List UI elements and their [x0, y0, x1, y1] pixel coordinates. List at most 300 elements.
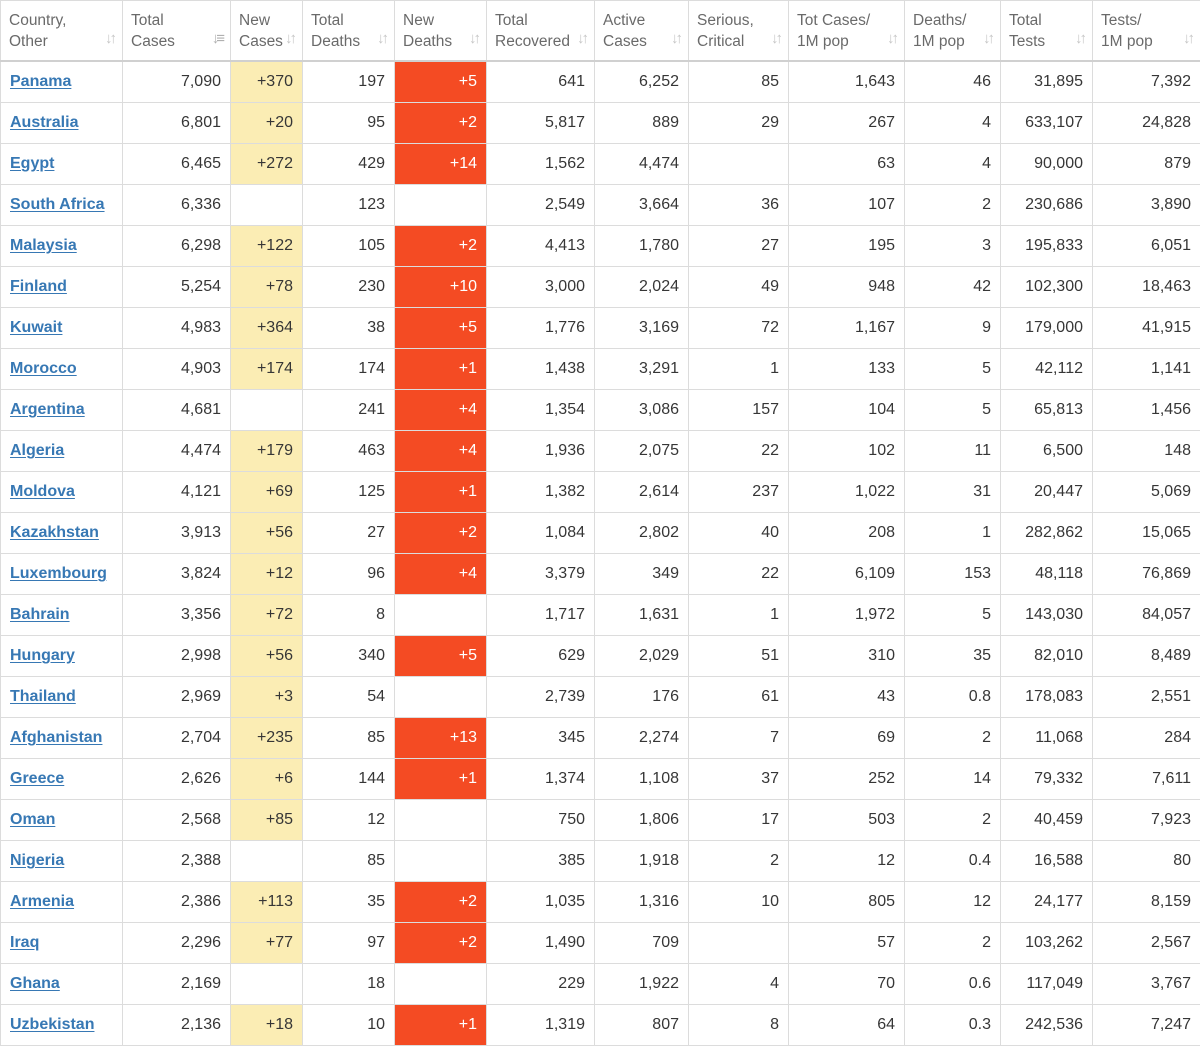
total-recovered-cell: 629: [487, 636, 595, 677]
new-cases-cell: [231, 185, 303, 226]
sort-arrows-icon[interactable]: ↓↑: [105, 28, 114, 49]
tot-cases-per-1m-cell: 208: [789, 513, 905, 554]
table-row: [1, 513, 1200, 554]
total-cases-cell: 3,356: [123, 595, 231, 636]
new-deaths-cell: [395, 841, 487, 882]
sort-arrows-icon[interactable]: ↓↑: [671, 28, 680, 49]
table-row: [1, 144, 1200, 185]
total-deaths-cell: 35: [303, 882, 395, 923]
active-cases-cell: 889: [595, 103, 689, 144]
country-link[interactable]: Australia: [10, 114, 78, 131]
country-link[interactable]: Bahrain: [10, 606, 70, 623]
total-tests-cell: 143,030: [1001, 595, 1093, 636]
new-cases-cell: +370: [231, 61, 303, 103]
deaths-per-1m-cell: 0.3: [905, 1005, 1001, 1046]
active-cases-cell: 3,291: [595, 349, 689, 390]
new-cases-cell: +6: [231, 759, 303, 800]
new-cases-cell: +20: [231, 103, 303, 144]
country-link[interactable]: Panama: [10, 73, 71, 90]
country-link[interactable]: Nigeria: [10, 852, 64, 869]
column-header-label: Tests: [1009, 31, 1062, 52]
new-deaths-cell: +5: [395, 308, 487, 349]
total-deaths-cell: 12: [303, 800, 395, 841]
new-cases-cell: +179: [231, 431, 303, 472]
serious-critical-cell: 29: [689, 103, 789, 144]
total-tests-cell: 282,862: [1001, 513, 1093, 554]
tests-per-1m-cell: 3,890: [1093, 185, 1200, 226]
sort-arrows-icon[interactable]: ↓↑: [1183, 28, 1192, 49]
total-deaths-cell: 123: [303, 185, 395, 226]
tests-per-1m-cell: 148: [1093, 431, 1200, 472]
active-cases-cell: 807: [595, 1005, 689, 1046]
sort-arrows-icon[interactable]: ↓↑: [983, 28, 992, 49]
column-header-label: Other: [9, 31, 92, 52]
country-cell: [1, 226, 123, 267]
active-cases-cell: 176: [595, 677, 689, 718]
table-body: [1, 61, 1200, 1046]
total-recovered-cell: 2,739: [487, 677, 595, 718]
serious-critical-cell: 61: [689, 677, 789, 718]
column-header-new-cases[interactable]: [231, 1, 303, 62]
table-row: [1, 964, 1200, 1005]
serious-critical-cell: 51: [689, 636, 789, 677]
tests-per-1m-cell: 7,392: [1093, 61, 1200, 103]
country-link[interactable]: Moldova: [10, 483, 75, 500]
deaths-per-1m-cell: 9: [905, 308, 1001, 349]
active-cases-cell: 2,029: [595, 636, 689, 677]
tot-cases-per-1m-cell: 195: [789, 226, 905, 267]
total-recovered-cell: 229: [487, 964, 595, 1005]
total-recovered-cell: 2,549: [487, 185, 595, 226]
tot-cases-per-1m-cell: 69: [789, 718, 905, 759]
total-deaths-cell: 85: [303, 718, 395, 759]
column-header-new-deaths[interactable]: [395, 1, 487, 62]
active-cases-cell: 2,274: [595, 718, 689, 759]
total-cases-cell: 3,913: [123, 513, 231, 554]
total-cases-cell: 6,801: [123, 103, 231, 144]
active-cases-cell: 1,316: [595, 882, 689, 923]
total-tests-cell: 65,813: [1001, 390, 1093, 431]
tests-per-1m-cell: 2,567: [1093, 923, 1200, 964]
deaths-per-1m-cell: 4: [905, 144, 1001, 185]
country-cell: [1, 841, 123, 882]
active-cases-cell: 1,918: [595, 841, 689, 882]
country-cell: [1, 308, 123, 349]
active-cases-cell: 1,806: [595, 800, 689, 841]
column-header-total-tests[interactable]: [1001, 1, 1093, 62]
column-header-total-recovered[interactable]: [487, 1, 595, 62]
tests-per-1m-cell: 3,767: [1093, 964, 1200, 1005]
column-header-label: Deaths: [403, 31, 456, 52]
table-header: [1, 1, 1200, 62]
tests-per-1m-cell: 84,057: [1093, 595, 1200, 636]
total-recovered-cell: 1,035: [487, 882, 595, 923]
column-header-label: New: [239, 10, 272, 31]
tests-per-1m-cell: 18,463: [1093, 267, 1200, 308]
total-cases-cell: 4,983: [123, 308, 231, 349]
new-deaths-cell: +2: [395, 923, 487, 964]
serious-critical-cell: 36: [689, 185, 789, 226]
total-tests-cell: 11,068: [1001, 718, 1093, 759]
active-cases-cell: 1,108: [595, 759, 689, 800]
tot-cases-per-1m-cell: 133: [789, 349, 905, 390]
serious-critical-cell: 85: [689, 61, 789, 103]
table-row: [1, 226, 1200, 267]
column-header-total-cases[interactable]: [123, 1, 231, 62]
total-tests-cell: 16,588: [1001, 841, 1093, 882]
country-cell: [1, 718, 123, 759]
tot-cases-per-1m-cell: 1,022: [789, 472, 905, 513]
tests-per-1m-cell: 5,069: [1093, 472, 1200, 513]
new-deaths-cell: +2: [395, 882, 487, 923]
active-cases-cell: 1,631: [595, 595, 689, 636]
total-deaths-cell: 174: [303, 349, 395, 390]
country-cell: [1, 431, 123, 472]
country-link[interactable]: Greece: [10, 770, 64, 787]
column-header-label: Country,: [9, 10, 92, 31]
country-link[interactable]: Kuwait: [10, 319, 62, 336]
new-cases-cell: +364: [231, 308, 303, 349]
column-header-label: Serious,: [697, 10, 758, 31]
active-cases-cell: 3,664: [595, 185, 689, 226]
country-link[interactable]: Algeria: [10, 442, 64, 459]
tot-cases-per-1m-cell: 948: [789, 267, 905, 308]
total-recovered-cell: 1,084: [487, 513, 595, 554]
country-cell: [1, 1005, 123, 1046]
new-deaths-cell: [395, 595, 487, 636]
tot-cases-per-1m-cell: 107: [789, 185, 905, 226]
tot-cases-per-1m-cell: 252: [789, 759, 905, 800]
country-cell: [1, 267, 123, 308]
new-deaths-cell: +4: [395, 431, 487, 472]
new-deaths-cell: +2: [395, 103, 487, 144]
deaths-per-1m-cell: 14: [905, 759, 1001, 800]
total-cases-cell: 4,121: [123, 472, 231, 513]
column-header-serious-critical[interactable]: [689, 1, 789, 62]
active-cases-cell: 709: [595, 923, 689, 964]
total-deaths-cell: 27: [303, 513, 395, 554]
sort-descending-icon[interactable]: ↓≡: [212, 28, 222, 49]
tests-per-1m-cell: 8,159: [1093, 882, 1200, 923]
column-header-deaths-per-1m[interactable]: [905, 1, 1001, 62]
tests-per-1m-cell: 284: [1093, 718, 1200, 759]
total-cases-cell: 2,626: [123, 759, 231, 800]
total-cases-cell: 2,386: [123, 882, 231, 923]
country-link[interactable]: Afghanistan: [10, 729, 102, 746]
total-tests-cell: 24,177: [1001, 882, 1093, 923]
total-deaths-cell: 105: [303, 226, 395, 267]
tot-cases-per-1m-cell: 63: [789, 144, 905, 185]
column-header-label: 1M pop: [797, 31, 874, 52]
deaths-per-1m-cell: 0.4: [905, 841, 1001, 882]
total-deaths-cell: 97: [303, 923, 395, 964]
new-deaths-cell: +2: [395, 226, 487, 267]
sort-arrows-icon[interactable]: ↓↑: [1075, 28, 1084, 49]
table-row: [1, 923, 1200, 964]
table-row: [1, 759, 1200, 800]
country-cell: [1, 636, 123, 677]
total-tests-cell: 242,536: [1001, 1005, 1093, 1046]
total-deaths-cell: 463: [303, 431, 395, 472]
serious-critical-cell: 22: [689, 554, 789, 595]
total-recovered-cell: 750: [487, 800, 595, 841]
column-header-label: Tests/: [1101, 10, 1170, 31]
total-tests-cell: 31,895: [1001, 61, 1093, 103]
new-cases-cell: +69: [231, 472, 303, 513]
serious-critical-cell: 7: [689, 718, 789, 759]
country-link[interactable]: Oman: [10, 811, 55, 828]
active-cases-cell: 3,086: [595, 390, 689, 431]
tot-cases-per-1m-cell: 43: [789, 677, 905, 718]
active-cases-cell: 1,922: [595, 964, 689, 1005]
serious-critical-cell: 4: [689, 964, 789, 1005]
sort-arrows-icon[interactable]: ↓↑: [285, 28, 294, 49]
total-cases-cell: 6,336: [123, 185, 231, 226]
new-cases-cell: [231, 841, 303, 882]
country-link[interactable]: South Africa: [10, 196, 105, 213]
column-header-label: New: [403, 10, 456, 31]
total-recovered-cell: 4,413: [487, 226, 595, 267]
active-cases-cell: 4,474: [595, 144, 689, 185]
country-link[interactable]: Armenia: [10, 893, 74, 910]
total-recovered-cell: 1,382: [487, 472, 595, 513]
total-recovered-cell: 1,438: [487, 349, 595, 390]
table-row: [1, 431, 1200, 472]
serious-critical-cell: 72: [689, 308, 789, 349]
total-cases-cell: 4,474: [123, 431, 231, 472]
deaths-per-1m-cell: 0.6: [905, 964, 1001, 1005]
total-tests-cell: 103,262: [1001, 923, 1093, 964]
serious-critical-cell: 157: [689, 390, 789, 431]
total-recovered-cell: 1,936: [487, 431, 595, 472]
table-row: [1, 472, 1200, 513]
sort-arrows-icon[interactable]: ↓↑: [469, 28, 478, 49]
total-recovered-cell: 1,490: [487, 923, 595, 964]
total-deaths-cell: 95: [303, 103, 395, 144]
new-deaths-cell: +4: [395, 554, 487, 595]
tests-per-1m-cell: 1,141: [1093, 349, 1200, 390]
tests-per-1m-cell: 8,489: [1093, 636, 1200, 677]
active-cases-cell: 2,024: [595, 267, 689, 308]
column-header-label: 1M pop: [1101, 31, 1170, 52]
total-recovered-cell: 3,379: [487, 554, 595, 595]
deaths-per-1m-cell: 5: [905, 595, 1001, 636]
total-tests-cell: 20,447: [1001, 472, 1093, 513]
active-cases-cell: 2,802: [595, 513, 689, 554]
table-row: [1, 390, 1200, 431]
country-cell: [1, 185, 123, 226]
table-row: [1, 103, 1200, 144]
new-deaths-cell: [395, 964, 487, 1005]
total-cases-cell: 5,254: [123, 267, 231, 308]
table-row: [1, 677, 1200, 718]
new-cases-cell: +174: [231, 349, 303, 390]
total-recovered-cell: 1,319: [487, 1005, 595, 1046]
table-row: [1, 800, 1200, 841]
sort-arrows-icon[interactable]: ↓↑: [771, 28, 780, 49]
tests-per-1m-cell: 1,456: [1093, 390, 1200, 431]
table-row: [1, 595, 1200, 636]
country-link[interactable]: Finland: [10, 278, 67, 295]
serious-critical-cell: 37: [689, 759, 789, 800]
country-link[interactable]: Luxembourg: [10, 565, 107, 582]
new-cases-cell: [231, 390, 303, 431]
tot-cases-per-1m-cell: 64: [789, 1005, 905, 1046]
new-cases-cell: +56: [231, 636, 303, 677]
new-deaths-cell: +5: [395, 636, 487, 677]
new-cases-cell: +56: [231, 513, 303, 554]
active-cases-cell: 6,252: [595, 61, 689, 103]
new-cases-cell: +18: [231, 1005, 303, 1046]
new-cases-cell: +3: [231, 677, 303, 718]
new-cases-cell: [231, 964, 303, 1005]
tests-per-1m-cell: 6,051: [1093, 226, 1200, 267]
total-tests-cell: 178,083: [1001, 677, 1093, 718]
total-tests-cell: 90,000: [1001, 144, 1093, 185]
total-cases-cell: 2,388: [123, 841, 231, 882]
country-cell: [1, 144, 123, 185]
new-deaths-cell: +13: [395, 718, 487, 759]
new-deaths-cell: +10: [395, 267, 487, 308]
new-deaths-cell: +1: [395, 349, 487, 390]
new-deaths-cell: [395, 677, 487, 718]
deaths-per-1m-cell: 4: [905, 103, 1001, 144]
total-tests-cell: 102,300: [1001, 267, 1093, 308]
total-cases-cell: 2,969: [123, 677, 231, 718]
country-link[interactable]: Malaysia: [10, 237, 77, 254]
total-recovered-cell: 385: [487, 841, 595, 882]
deaths-per-1m-cell: 153: [905, 554, 1001, 595]
column-header-label: Tot Cases/: [797, 10, 874, 31]
tests-per-1m-cell: 80: [1093, 841, 1200, 882]
serious-critical-cell: 1: [689, 349, 789, 390]
country-link[interactable]: Uzbekistan: [10, 1016, 94, 1033]
active-cases-cell: 349: [595, 554, 689, 595]
table-row: [1, 267, 1200, 308]
column-header-label: Cases: [131, 31, 200, 52]
country-link[interactable]: Egypt: [10, 155, 54, 172]
total-tests-cell: 82,010: [1001, 636, 1093, 677]
sort-arrows-icon[interactable]: ↓↑: [577, 28, 586, 49]
total-deaths-cell: 18: [303, 964, 395, 1005]
total-tests-cell: 40,459: [1001, 800, 1093, 841]
column-header-label: Deaths: [311, 31, 364, 52]
total-cases-cell: 3,824: [123, 554, 231, 595]
column-header-label: Critical: [697, 31, 758, 52]
column-header-label: Recovered: [495, 31, 564, 52]
table-row: [1, 636, 1200, 677]
column-header-country[interactable]: [1, 1, 123, 62]
tot-cases-per-1m-cell: 1,167: [789, 308, 905, 349]
total-cases-cell: 6,465: [123, 144, 231, 185]
total-deaths-cell: 10: [303, 1005, 395, 1046]
tot-cases-per-1m-cell: 102: [789, 431, 905, 472]
column-header-active-cases[interactable]: [595, 1, 689, 62]
new-deaths-cell: +14: [395, 144, 487, 185]
country-link[interactable]: Kazakhstan: [10, 524, 99, 541]
tests-per-1m-cell: 7,247: [1093, 1005, 1200, 1046]
tests-per-1m-cell: 15,065: [1093, 513, 1200, 554]
new-cases-cell: +78: [231, 267, 303, 308]
total-deaths-cell: 230: [303, 267, 395, 308]
sort-arrows-icon[interactable]: ↓↑: [887, 28, 896, 49]
total-cases-cell: 2,704: [123, 718, 231, 759]
total-deaths-cell: 96: [303, 554, 395, 595]
total-deaths-cell: 54: [303, 677, 395, 718]
column-header-tests-per-1m[interactable]: [1093, 1, 1200, 62]
country-link[interactable]: Ghana: [10, 975, 60, 992]
country-cell: [1, 677, 123, 718]
total-tests-cell: 633,107: [1001, 103, 1093, 144]
total-deaths-cell: 85: [303, 841, 395, 882]
tests-per-1m-cell: 879: [1093, 144, 1200, 185]
total-cases-cell: 7,090: [123, 61, 231, 103]
sort-arrows-icon[interactable]: ↓↑: [377, 28, 386, 49]
total-tests-cell: 179,000: [1001, 308, 1093, 349]
total-cases-cell: 2,136: [123, 1005, 231, 1046]
column-header-label: 1M pop: [913, 31, 970, 52]
country-cell: [1, 472, 123, 513]
total-recovered-cell: 1,776: [487, 308, 595, 349]
total-recovered-cell: 641: [487, 61, 595, 103]
new-deaths-cell: [395, 185, 487, 226]
total-recovered-cell: 1,717: [487, 595, 595, 636]
country-link[interactable]: Hungary: [10, 647, 75, 664]
deaths-per-1m-cell: 3: [905, 226, 1001, 267]
total-cases-cell: 4,903: [123, 349, 231, 390]
tests-per-1m-cell: 7,923: [1093, 800, 1200, 841]
active-cases-cell: 1,780: [595, 226, 689, 267]
tot-cases-per-1m-cell: 805: [789, 882, 905, 923]
serious-critical-cell: 2: [689, 841, 789, 882]
new-cases-cell: +85: [231, 800, 303, 841]
column-header-tot-cases-per-1m[interactable]: [789, 1, 905, 62]
deaths-per-1m-cell: 46: [905, 61, 1001, 103]
table-row: [1, 308, 1200, 349]
total-deaths-cell: 241: [303, 390, 395, 431]
total-deaths-cell: 197: [303, 61, 395, 103]
country-cell: [1, 513, 123, 554]
column-header-label: Cases: [239, 31, 272, 52]
serious-critical-cell: 17: [689, 800, 789, 841]
tot-cases-per-1m-cell: 57: [789, 923, 905, 964]
column-header-label: Total: [495, 10, 564, 31]
country-cell: [1, 390, 123, 431]
deaths-per-1m-cell: 11: [905, 431, 1001, 472]
deaths-per-1m-cell: 5: [905, 390, 1001, 431]
country-link[interactable]: Argentina: [10, 401, 85, 418]
column-header-total-deaths[interactable]: [303, 1, 395, 62]
deaths-per-1m-cell: 2: [905, 800, 1001, 841]
column-header-label: Total: [1009, 10, 1062, 31]
tests-per-1m-cell: 24,828: [1093, 103, 1200, 144]
table-row: [1, 554, 1200, 595]
country-link[interactable]: Morocco: [10, 360, 77, 377]
new-cases-cell: +272: [231, 144, 303, 185]
total-tests-cell: 230,686: [1001, 185, 1093, 226]
country-cell: [1, 595, 123, 636]
country-link[interactable]: Iraq: [10, 934, 39, 951]
serious-critical-cell: 40: [689, 513, 789, 554]
active-cases-cell: 3,169: [595, 308, 689, 349]
country-cell: [1, 61, 123, 103]
tests-per-1m-cell: 2,551: [1093, 677, 1200, 718]
deaths-per-1m-cell: 2: [905, 923, 1001, 964]
active-cases-cell: 2,075: [595, 431, 689, 472]
new-deaths-cell: +1: [395, 759, 487, 800]
country-link[interactable]: Thailand: [10, 688, 76, 705]
tot-cases-per-1m-cell: 70: [789, 964, 905, 1005]
